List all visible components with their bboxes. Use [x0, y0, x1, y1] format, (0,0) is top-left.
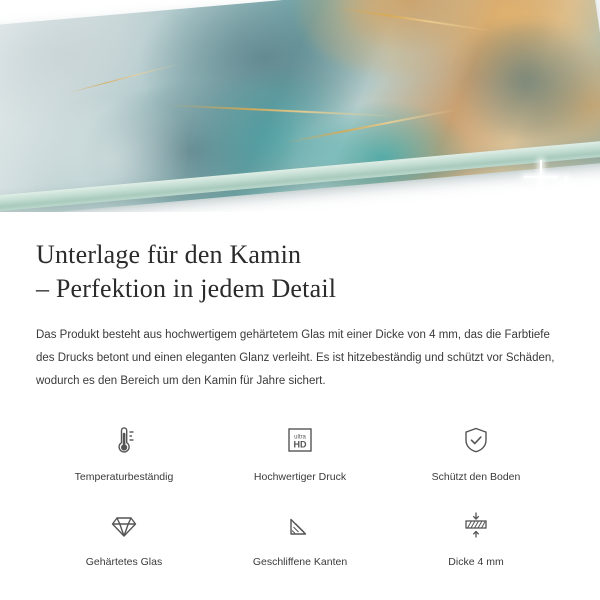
- feature-item-tempered-glass: [36, 502, 212, 570]
- feature-label: Geschliffene Kanten: [252, 556, 348, 569]
- thickness-icon: [453, 502, 499, 548]
- page-title-line-2: – Perfektion in jedem Detail: [36, 273, 337, 303]
- content-section: [0, 212, 600, 570]
- feature-label: Dicke 4 mm: [448, 556, 504, 569]
- diamond-icon: [101, 502, 147, 548]
- page-title-line-1: Unterlage für den Kamin: [36, 240, 302, 269]
- feature-item-print-quality: [212, 417, 388, 485]
- gold-vein: [66, 63, 181, 94]
- ultra-hd-icon: [277, 417, 323, 463]
- feature-label: Hochwertiger Druck: [253, 470, 347, 483]
- thermometer-icon: [101, 417, 147, 463]
- description-paragraph: Das Produkt besteht aus hochwertigem gehärtetem Glas mit einer Dicke von 4 mm, das die Farbtiefe des Drucks betont und einen eleganten Glanz verleiht. Es ist hitzebeständig und schützt vor Schäden, wodurch es den Bereich um den Kamin für Jahre sichert.: [36, 328, 555, 387]
- sparkle-icon: [556, 176, 576, 196]
- shield-check-icon: [453, 417, 499, 463]
- feature-item-temperature: [36, 417, 212, 485]
- feature-item-floor-protection: [388, 417, 564, 485]
- feature-label: Temperaturbeständig: [74, 470, 174, 483]
- svg-text:ultra: ultra: [294, 434, 306, 441]
- page-title: [36, 238, 564, 306]
- polished-edges-icon: [277, 502, 323, 548]
- feature-grid: [36, 417, 564, 570]
- feature-label: Gehärtetes Glas: [85, 556, 163, 569]
- feature-item-polished-edges: [212, 502, 388, 570]
- feature-item-thickness: [388, 502, 564, 570]
- svg-text:HD: HD: [293, 439, 307, 450]
- hero-image: [0, 0, 600, 212]
- feature-label: Schützt den Boden: [431, 470, 521, 483]
